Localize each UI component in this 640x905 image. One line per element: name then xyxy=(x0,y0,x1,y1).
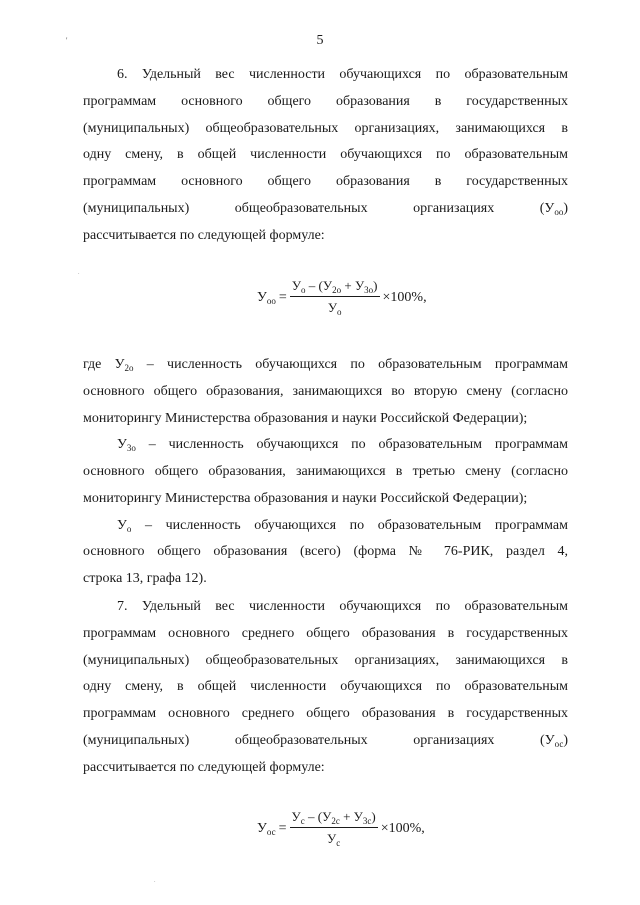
text-line: основного общего образования, занимающихся в третью смену (согласно xyxy=(83,464,568,479)
text-line: (муниципальных) общеобразовательных организациях, занимающихся в xyxy=(83,652,568,668)
text-line: рассчитывается по следующей формуле: xyxy=(83,759,325,775)
text-line: программам основного общего образования в государственных xyxy=(83,93,568,109)
text-line: (муниципальных) общеобразовательных организациях $(У_{оо})$ xyxy=(83,200,568,217)
formula-denominator: $У_о$ xyxy=(327,300,342,317)
text-line: 7. Удельный вес численности обучающихся по образовательным xyxy=(117,599,568,614)
text-line: (муниципальных) общеобразовательных организациях $(У_{ос})$ xyxy=(83,732,568,749)
formula-numerator: $У_о - (У_{2о} + У_{3о})$ xyxy=(291,278,378,295)
text-line: основного общего образования, занимающихся во вторую смену (согласно xyxy=(83,383,568,399)
section-6-paragraph xyxy=(83,65,568,252)
formula-equals: = xyxy=(278,289,287,305)
scan-speck: . xyxy=(154,878,156,884)
text-line: рассчитывается по следующей формуле: xyxy=(83,227,325,243)
definitions-section-6 xyxy=(83,355,568,596)
formula-numerator: $У_с - (У_{2с} + У_{3с})$ xyxy=(291,809,376,826)
formula-lhs: $У_{оо}$ xyxy=(257,289,276,306)
text-line: строка 13, графа 12). xyxy=(83,571,207,586)
formula-denominator: $У_с$ xyxy=(327,831,341,848)
definition-y2o: где $У_{2о}$ – численность обучающихся по образовательным программам xyxy=(83,357,569,373)
formula-multiplier: ×100%, xyxy=(380,820,425,836)
scan-speck: ' xyxy=(66,36,68,45)
text-line: одну смену, в общей численности обучающихся по образовательным xyxy=(83,147,568,163)
formula-multiplier: ×100%, xyxy=(382,289,427,305)
text-line: основного общего образования (всего) (форма № 76-РИК, раздел 4, xyxy=(83,544,568,560)
formula-fraction xyxy=(290,809,378,848)
formula-share-os xyxy=(257,809,425,848)
text-line: программам основного общего образования в государственных xyxy=(83,174,568,189)
text-line: программам основного среднего общего образования в государственных xyxy=(83,706,568,721)
formula-fraction xyxy=(290,278,380,317)
formula-share-oo xyxy=(257,278,427,317)
section-7-paragraph xyxy=(83,597,568,784)
formula-equals: = xyxy=(278,820,287,836)
formula-lhs: $У_{ос}$ xyxy=(257,820,276,837)
definition-yo: $У_о$ – численность обучающихся по образовательным программам xyxy=(117,517,568,534)
text-line: (муниципальных) общеобразовательных организациях, занимающихся в xyxy=(83,120,568,136)
text-line: 6. Удельный вес численности обучающихся по образовательным xyxy=(117,67,568,82)
text-line: одну смену, в общей численности обучающихся по образовательным xyxy=(83,679,568,695)
text-line: мониторингу Министерства образования и науки Российской Федерации); xyxy=(83,490,528,506)
page-number: 5 xyxy=(316,33,324,48)
definition-y3o: $У_{3о}$ – численность обучающихся по образовательным программам xyxy=(117,437,568,454)
text-line: программам основного среднего общего образования в государственных xyxy=(83,625,568,641)
scan-speck: . xyxy=(78,270,80,276)
text-line: мониторингу Министерства образования и науки Российской Федерации); xyxy=(83,410,528,426)
